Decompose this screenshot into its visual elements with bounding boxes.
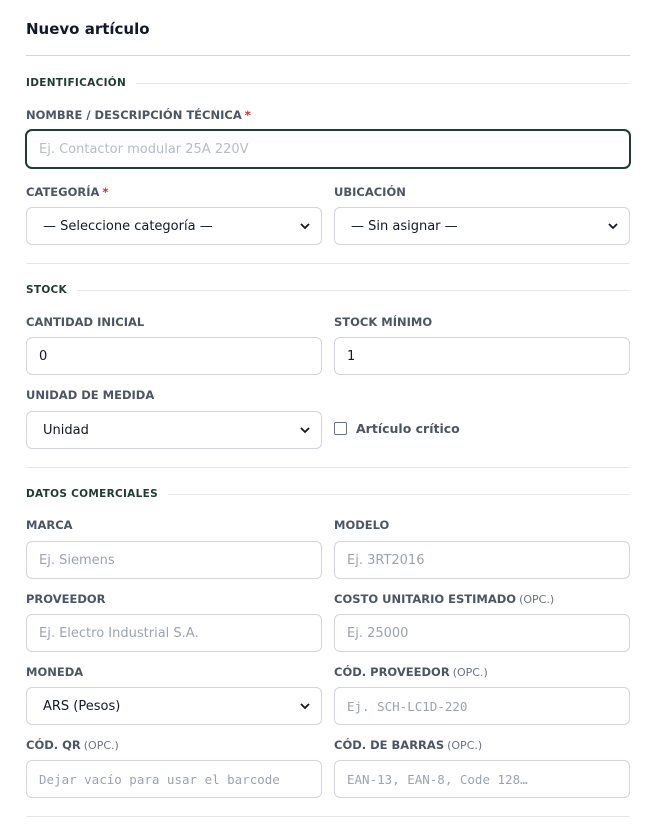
ubicacion-selected-value: — Sin asignar — (351, 218, 458, 234)
section-rule (136, 83, 630, 84)
critico-toggle[interactable] (334, 421, 460, 436)
ubicacion-label: UBICACIÓN (334, 185, 406, 199)
costo-input[interactable] (334, 614, 630, 652)
optional-marker: (OPC.) (447, 739, 483, 752)
chevron-down-icon (299, 220, 311, 232)
modelo-label: MODELO (334, 518, 390, 532)
proveedor-input[interactable] (26, 614, 322, 652)
optional-marker: (OPC.) (452, 666, 488, 679)
critico-label[interactable]: Artículo crítico (356, 421, 460, 436)
nombre-input[interactable] (26, 130, 630, 168)
optional-marker: (OPC.) (519, 593, 555, 606)
critico-checkbox[interactable] (334, 422, 347, 435)
section-divider (26, 816, 630, 817)
section-title: STOCK (26, 284, 67, 296)
marca-input[interactable] (26, 541, 322, 579)
cod-barras-label-text: CÓD. DE BARRAS (334, 738, 445, 752)
chevron-down-icon (299, 700, 311, 712)
moneda-label: MONEDA (26, 665, 84, 679)
cod-qr-label-text: CÓD. QR (26, 738, 81, 752)
cod-qr-label (26, 738, 119, 752)
cod-proveedor-label (334, 665, 488, 679)
cod-barras-input[interactable] (334, 760, 630, 798)
categoria-select[interactable] (26, 207, 322, 245)
section-rule (168, 494, 630, 495)
chevron-down-icon (607, 220, 619, 232)
moneda-selected-value: ARS (Pesos) (43, 698, 121, 714)
section-title: IDENTIFICACIÓN (26, 77, 127, 89)
cod-barras-label (334, 738, 482, 752)
section-divider (26, 467, 630, 468)
section-divider (26, 263, 630, 264)
cantidad-inicial-input[interactable] (26, 337, 322, 375)
categoria-selected-value: — Seleccione categoría — (43, 218, 213, 234)
section-title: DATOS COMERCIALES (26, 488, 158, 500)
costo-label-text: COSTO UNITARIO ESTIMADO (334, 592, 517, 606)
section-comerciales (26, 488, 630, 500)
section-identificacion (26, 77, 630, 89)
chevron-down-icon (299, 424, 311, 436)
title-divider (26, 55, 630, 56)
unidad-select[interactable] (26, 411, 322, 449)
unidad-selected-value: Unidad (43, 422, 89, 438)
unidad-label: UNIDAD DE MEDIDA (26, 388, 155, 402)
costo-label (334, 592, 554, 606)
proveedor-label: PROVEEDOR (26, 592, 106, 606)
stock-minimo-input[interactable] (334, 337, 630, 375)
optional-marker: (OPC.) (83, 739, 119, 752)
cod-qr-input[interactable] (26, 760, 322, 798)
moneda-select[interactable] (26, 687, 322, 725)
stock-minimo-label: STOCK MÍNIMO (334, 315, 433, 329)
nombre-label-text: NOMBRE / DESCRIPCIÓN TÉCNICA (26, 108, 242, 122)
cod-proveedor-label-text: CÓD. PROVEEDOR (334, 665, 450, 679)
ubicacion-select[interactable] (334, 207, 630, 245)
categoria-label-text: CATEGORÍA (26, 185, 100, 199)
cod-proveedor-input[interactable] (334, 687, 630, 725)
page-title: Nuevo artículo (26, 20, 150, 38)
nombre-label (26, 108, 251, 122)
section-stock (26, 284, 630, 296)
cantidad-inicial-label: CANTIDAD INICIAL (26, 315, 145, 329)
required-marker: * (102, 185, 109, 199)
required-marker: * (244, 108, 251, 122)
modelo-input[interactable] (334, 541, 630, 579)
categoria-label (26, 185, 108, 199)
section-rule (77, 290, 630, 291)
marca-label: MARCA (26, 518, 73, 532)
